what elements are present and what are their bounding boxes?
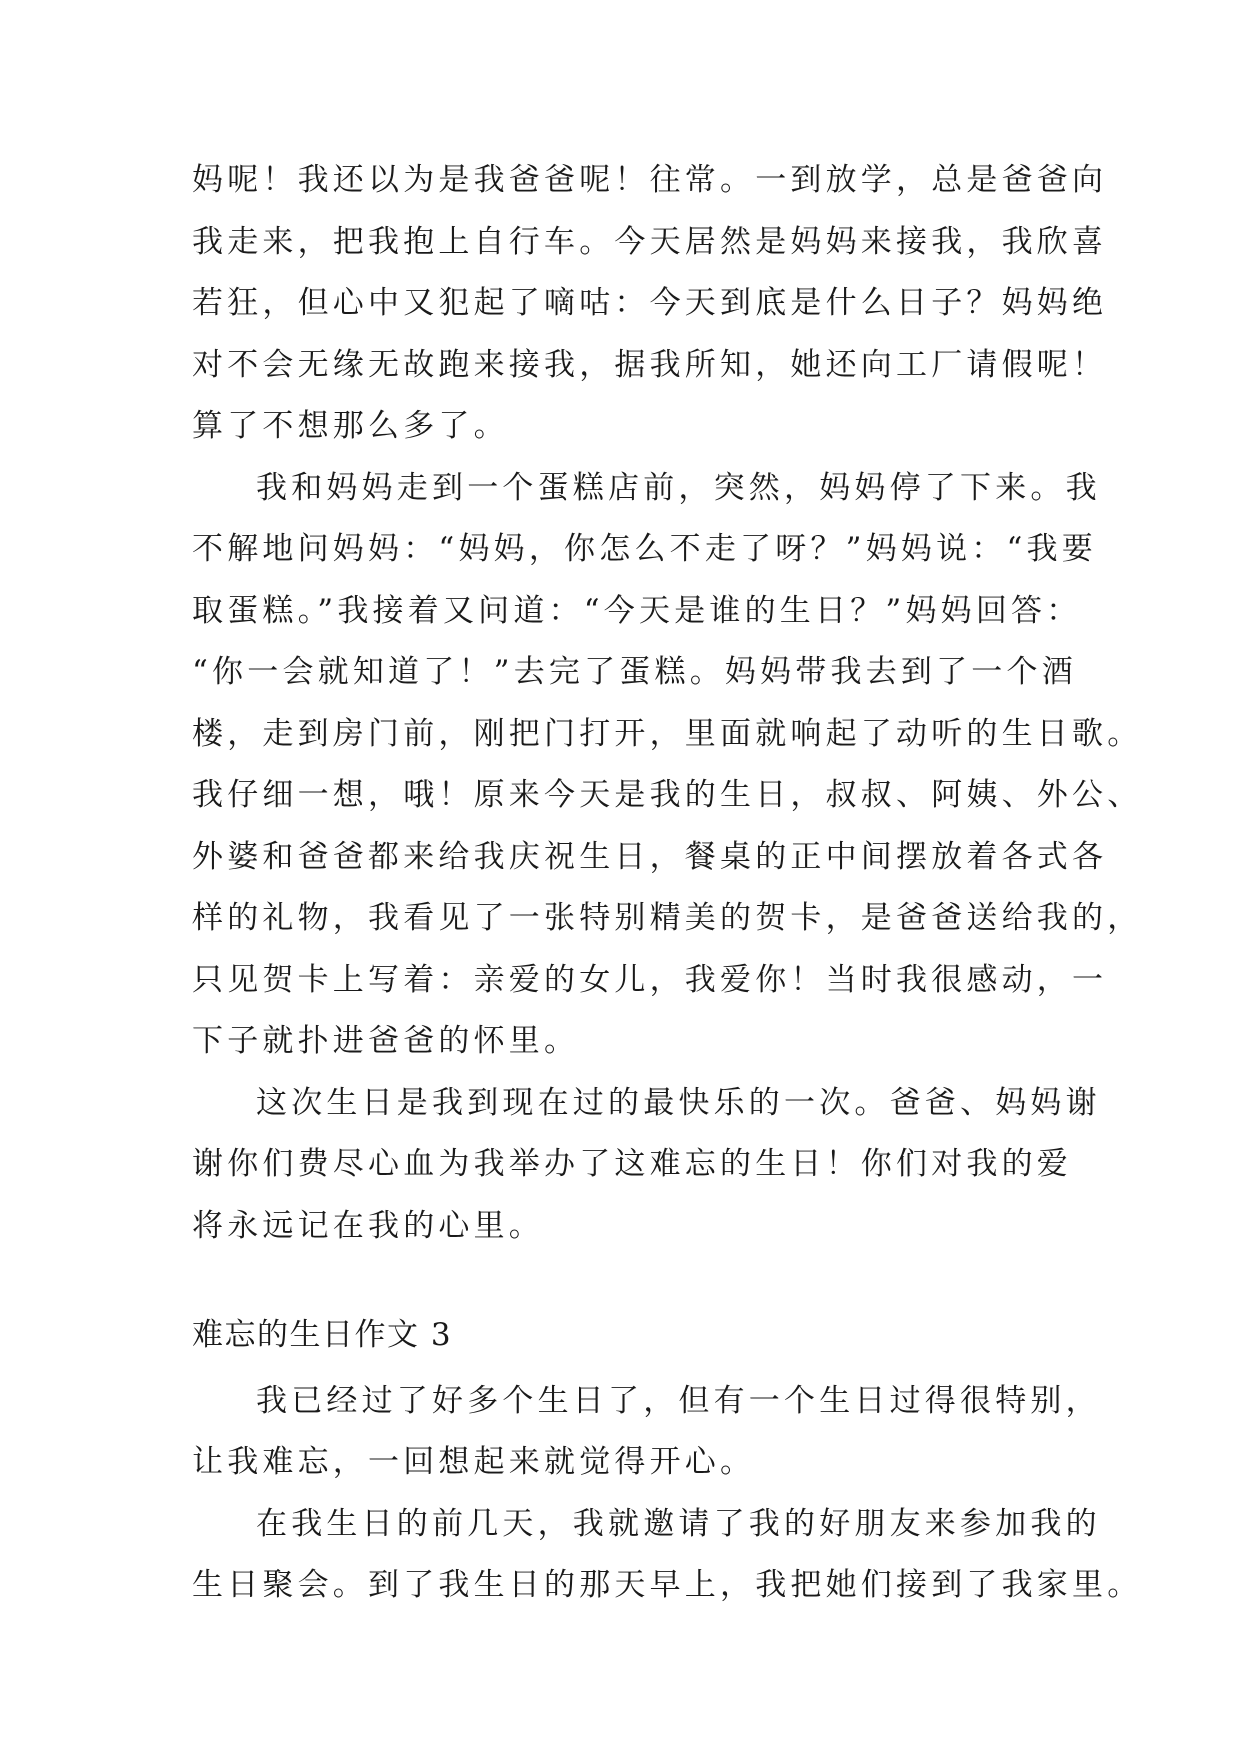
section-paragraph-2-line-2: 生日聚会。到了我生日的那天早上，我把她们接到了我家里。 bbox=[192, 1567, 1143, 1603]
paragraph-2-line-2: 不解地问妈妈：“妈妈，你怎么不走了呀？”妈妈说：“我要 bbox=[192, 531, 1097, 567]
paragraph-3-line-2: 谢你们费尽心血为我举办了这难忘的生日！你们对我的爱 bbox=[192, 1146, 1072, 1182]
section-paragraph-1-line-1: 我已经过了好多个生日了，但有一个生日过得很特别， bbox=[256, 1383, 1101, 1419]
paragraph-3-line-3: 将永远记在我的心里。 bbox=[192, 1208, 544, 1244]
paragraph-1-line-2: 我走来，把我抱上自行车。今天居然是妈妈来接我，我欣喜 bbox=[192, 224, 1108, 260]
paragraph-1-line-3: 若狂，但心中又犯起了嘀咕：今天到底是什么日子？妈妈绝 bbox=[192, 285, 1108, 321]
paragraph-2-line-5: 楼，走到房门前，刚把门打开，里面就响起了动听的生日歌。 bbox=[192, 716, 1143, 752]
paragraph-1-line-4: 对不会无缘无故跑来接我，据我所知，她还向工厂请假呢！ bbox=[192, 347, 1108, 383]
paragraph-1-line-5: 算了不想那么多了。 bbox=[192, 408, 509, 444]
section-heading: 难忘的生日作文 3 bbox=[192, 1317, 453, 1353]
paragraph-2-line-1: 我和妈妈走到一个蛋糕店前，突然，妈妈停了下来。我 bbox=[256, 470, 1101, 506]
section-paragraph-1-line-2: 让我难忘，一回想起来就觉得开心。 bbox=[192, 1444, 756, 1480]
paragraph-2-line-9: 只见贺卡上写着：亲爱的女儿，我爱你！当时我很感动，一 bbox=[192, 962, 1108, 998]
paragraph-2-line-7: 外婆和爸爸都来给我庆祝生日，餐桌的正中间摆放着各式各 bbox=[192, 839, 1108, 875]
paragraph-2-line-4: “你一会就知道了！”去完了蛋糕。妈妈带我去到了一个酒 bbox=[192, 654, 1077, 690]
paragraph-1-line-1: 妈呢！我还以为是我爸爸呢！往常。一到放学，总是爸爸向 bbox=[192, 162, 1108, 198]
paragraph-2-line-8: 样的礼物，我看见了一张特别精美的贺卡，是爸爸送给我的， bbox=[192, 900, 1143, 936]
paragraph-2-line-6: 我仔细一想，哦！原来今天是我的生日，叔叔、阿姨、外公、 bbox=[192, 777, 1143, 813]
section-paragraph-2-line-1: 在我生日的前几天，我就邀请了我的好朋友来参加我的 bbox=[256, 1506, 1101, 1542]
paragraph-3-line-1: 这次生日是我到现在过的最快乐的一次。爸爸、妈妈谢 bbox=[256, 1085, 1101, 1121]
paragraph-2-line-3: 取蛋糕。”我接着又问道：“今天是谁的生日？”妈妈回答： bbox=[192, 593, 1082, 629]
paragraph-2-line-10: 下子就扑进爸爸的怀里。 bbox=[192, 1023, 580, 1059]
